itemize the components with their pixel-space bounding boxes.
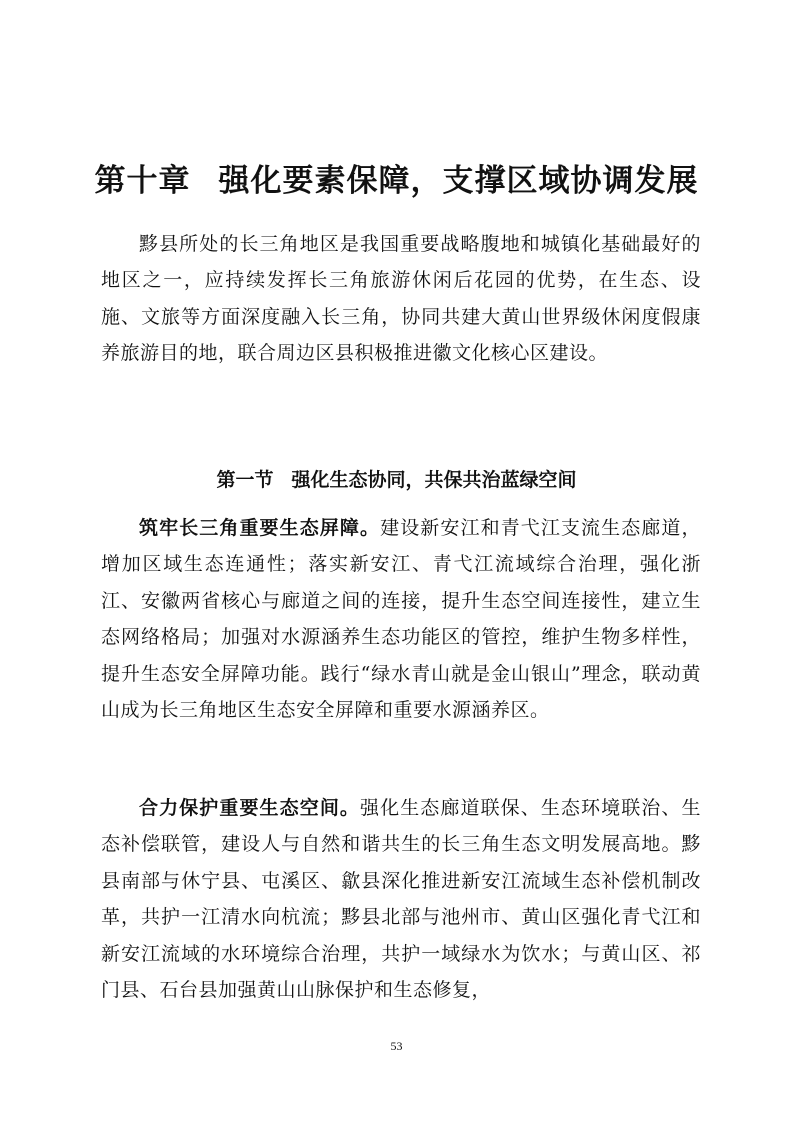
paragraph-lead: 合力保护重要生态空间。	[139, 797, 361, 819]
section-title-text: 强化生态协同，共保共治蓝绿空间	[291, 468, 577, 491]
chapter-title-text: 强化要素保障，支撑区域协调发展	[218, 162, 699, 199]
page-number: 53	[390, 1039, 403, 1053]
paragraph-body: 建设新安江和青弋江支流生态廊道，增加区域生态连通性；落实新安江、青弋江流域综合治理，强化浙江、安徽两省核心与廊道之间的连接，提升生态空间连接性，建立生态网络格局；加强对水源涵养生态功能区的管控，维护生物多样性，提升生态安全屏障功能。践行“绿水青山就是金山银山”理念，联动黄山成为长三角地区生态安全屏障和重要水源涵养区。	[101, 517, 701, 722]
section-number: 第一节	[216, 468, 274, 491]
paragraph-body: 强化生态廊道联保、生态环境联治、生态补偿联管，建设人与自然和谐共生的长三角生态文明发展高地。黟县南部与休宁县、屯溪区、歙县深化推进新安江流域生态补偿机制改革，共护一江清水向杭流；黟县北部与池州市、黄山区强化青弋江和新安江流域的水环境综合治理，共护一域绿水为饮水；与黄山区、祁门县、石台县加强黄山山脉保护和生态修复，	[101, 797, 701, 1002]
paragraph-ecological-barrier	[101, 510, 701, 728]
intro-paragraph: 黟县所处的长三角地区是我国重要战略腹地和城镇化基础最好的地区之一，应持续发挥长三角旅游休闲后花园的优势，在生态、设施、文旅等方面深度融入长三角，协同共建大黄山世界级休闲度假康养旅游目的地，联合周边区县积极推进徽文化核心区建设。	[101, 233, 701, 365]
chapter-title	[0, 159, 793, 203]
section-title	[0, 462, 793, 498]
chapter-number: 第十章	[94, 162, 191, 199]
paragraph-ecological-space	[101, 790, 701, 1008]
paragraph-lead: 筑牢长三角重要生态屏障。	[139, 517, 381, 539]
